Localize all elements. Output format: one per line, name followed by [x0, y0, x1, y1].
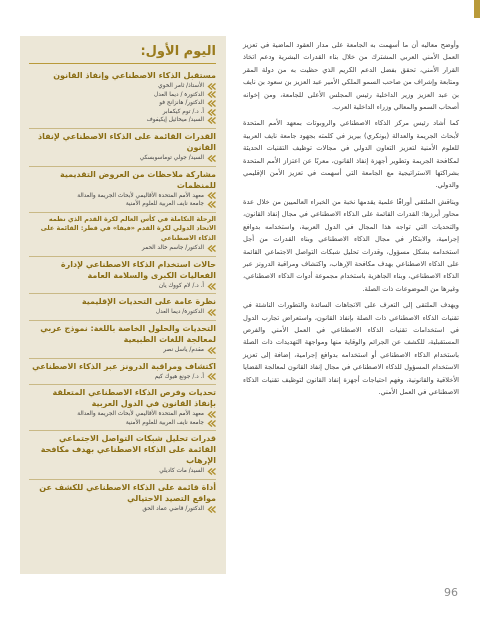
- speaker-item: [29, 410, 216, 419]
- session-title: الرحلة التكاملة في كأس العالم لكرة القدم الذي نظمه الاتحاد الدولي لكرة القدم «فيفا» في قطر: القائمة على الذكاء الاصطناعي: [40, 214, 216, 242]
- double-chevron-icon: [207, 100, 216, 107]
- session-block: [29, 321, 216, 359]
- session-block: [29, 213, 216, 257]
- speaker-name: أ. د./ لام كووك يان: [158, 282, 204, 289]
- session-block: [29, 68, 216, 129]
- double-chevron-icon: [207, 192, 216, 199]
- speaker-item: [29, 419, 216, 428]
- double-chevron-icon: [207, 91, 216, 98]
- session-block: [29, 167, 216, 213]
- session-title: تحديات وفرص الذكاء الاصطناعي المتعلقة بإنفاذ القانون في الدول العربية: [52, 388, 216, 409]
- session-block: [29, 294, 216, 321]
- double-chevron-icon: [207, 155, 216, 162]
- speaker-item: [29, 82, 216, 91]
- double-chevron-icon: [207, 109, 216, 116]
- session-title: نظرة عامة على التحديات الإقليمية: [81, 297, 216, 307]
- session-block: [29, 431, 216, 480]
- speaker-item: [29, 308, 216, 317]
- speaker-name: الدكتورة / ديما العدل: [154, 91, 204, 98]
- double-chevron-icon: [207, 411, 216, 418]
- speaker-item: [29, 99, 216, 108]
- corner-accent: [474, 0, 480, 18]
- session-title: قدرات تحليل شبكات التواصل الاجتماعي القائمة على الذكاء الاصطناعي بهدف مكافحة الإرهاب: [40, 434, 216, 466]
- speaker-name: السيد/ جولي توماسوبسكي: [139, 154, 204, 161]
- article-paragraph: وأوضح معاليه أن ما أسهمت به الجامعة على مدار العقود الماضية في تعزيز العمل الأمني العربي المشترك من خلال بناء القدرات البشرية ودعم اتخاذ القرار الأمني، تحقق بفضل الدعم الكريم الذي حظيت به من دولة المقر ومتابعة وإشراف من صاحب السمو الملكي الأمير عبد العزيز بن سعود بن نايف بن عبد العزيز وزير الداخلية رئيس المجلس الأعلى للجامعة، ومن إخوانه أصحاب السمو والمعالي وزراء الداخلية العرب.: [243, 41, 459, 112]
- session-title: حالات استخدام الذكاء الاصطناعي لإدارة الفعاليات الكبرى والسلامة العامة: [60, 259, 216, 280]
- speaker-item: [29, 346, 216, 355]
- speaker-item: [29, 244, 216, 253]
- speaker-name: أ. د./ جونغ هيوك كيم: [154, 373, 204, 380]
- double-chevron-icon: [207, 309, 216, 316]
- double-chevron-icon: [207, 347, 216, 354]
- speaker-item: [29, 116, 216, 125]
- speaker-item: [29, 200, 216, 209]
- session-block: [29, 480, 216, 517]
- program-sidebar: [20, 36, 226, 574]
- session-title: القدرات القائمة على الذكاء الاصطناعي لإنفاذ القانون: [38, 131, 216, 152]
- double-chevron-icon: [207, 420, 216, 427]
- speaker-item: [29, 373, 216, 382]
- speaker-name: أ. د./ توم كيكمابر: [162, 108, 204, 115]
- session-title: أداة قائمة على الذكاء الاصطناعي للكشف عن مواقع التصيد الاحتيالي: [39, 483, 216, 503]
- speaker-item: [29, 192, 216, 201]
- speaker-item: [29, 108, 216, 117]
- speaker-item: [29, 282, 216, 291]
- session-title: مستقبل الذكاء الاصطناعي وإنفاذ القانون: [53, 71, 216, 80]
- speaker-name: مقدم/ ياسل نصر: [163, 347, 204, 354]
- speaker-name: السيد/ مات كاديلي: [159, 468, 204, 475]
- double-chevron-icon: [207, 373, 216, 380]
- article-paragraph: ويهدف الملتقى إلى التعرف على الاتجاهات السائدة والتطورات الناشئة في تقنيات الذكاء الاصطناعي ذات الصلة بإنفاذ القانون، واستعراض تجارب الدول في استخدامات تقنيات الذكاء الاصطناعي في العمل الأمني والفرص المستقبلية، للكشف عن الجرائم والوقاية منها ومواجهة التهديدات ذات الصلة باستخدام الذكاء الاصطناعي أو استخدامه بدوافع إجرامية، إضافة إلى تعزيز الاستخدام المسؤول للذكاء الاصطناعي في مجال إنفاذ القانون لمعالجة القضايا الأخلاقية والقانونية، وفهم احتياجات أجهزة إنفاذ القانون لتوظيف تقنيات الذكاء الاصطناعي في العمل الأمني.: [243, 301, 459, 396]
- article-paragraph: ويناقش الملتقى أوراقًا علمية يقدمها نخبة من الخبراء العالميين من خلال عدة محاور أبرزها: القدرات القائمة على الذكاء الاصطناعي في مجال إنفاذ القانون، والتحديات التي تواجه هذا المجال في الدول العربية، واستخدامه بدوافع إجرامية، والابتكار في مجال الذكاء الاصطناعي وبناء القدرات من أجل استخدامه بشكل مسؤول، وقدرات تحليل شبكات التواصل الاجتماعي القائمة على الذكاء الاصطناعي بهدف مكافحة الإرهاب، واكتشاف ومراقبة الدرونز عبر الذكاء الاصطناعي، وبناء الجاهزية باستخدام مجموعة أدوات الذكاء الاصطناعي، وغيرها من الموضوعات ذات الصلة.: [243, 197, 459, 293]
- speaker-name: الدكتورة/ ديما العدل: [155, 309, 204, 316]
- double-chevron-icon: [207, 468, 216, 475]
- double-chevron-icon: [207, 117, 216, 124]
- speaker-item: [29, 91, 216, 100]
- speaker-name: معهد الأمم المتحدة الأقاليمي لأبحاث الجريمة والعدالة: [77, 192, 204, 199]
- speaker-name: الدكتور/ قاضي عماد الحق: [142, 506, 204, 512]
- speaker-name: الدكتور/ هانزانج فو: [159, 100, 204, 107]
- speaker-item: [29, 467, 216, 476]
- speaker-name: معهد الأمم المتحدة الأقاليمي لأبحاث الجريمة والعدالة: [77, 411, 204, 418]
- speaker-name: السيد/ ميخائيل إيكيفوف: [146, 117, 204, 124]
- speaker-item: [29, 505, 216, 514]
- speaker-item: [29, 154, 216, 163]
- double-chevron-icon: [207, 245, 216, 252]
- session-title: التحديات والحلول الخاصة باللغة: نموذج عربي لمعالجة اللغات الطبيعية: [40, 324, 216, 345]
- session-title: اكتشاف ومراقبة الدرونز عبر الذكاء الاصطناعي: [32, 361, 216, 371]
- session-block: [29, 359, 216, 386]
- article-paragraph: كما أشاد رئيس مركز الذكاء الاصطناعي والروبوتات بمعهد الأمم المتحدة لأبحاث الجريمة والعدالة (يونكري) بيريز في كلمته بجهود جامعة نايف العربية للعلوم الأمنية لتعزيز التعاون الدولي في مجالات توظيف التقنيات الحديثة لمكافحة الجريمة وتطوير أجهزة إنفاذ القانون، معربًا عن اعتزاز الأمم المتحدة بشراكتها الاستراتيجية مع الجامعة التي أسهمت في تعزيز الأمن الإقليمي والدولي.: [243, 119, 459, 190]
- session-block: [29, 129, 216, 167]
- double-chevron-icon: [207, 83, 216, 90]
- session-block: [29, 257, 216, 295]
- double-chevron-icon: [207, 506, 216, 513]
- page-number: 96: [444, 586, 458, 599]
- sidebar-title: اليوم الأول:: [29, 44, 216, 64]
- speaker-name: الأستاذ/ ثامر الخوي: [158, 83, 204, 89]
- article-body: [243, 39, 459, 402]
- double-chevron-icon: [207, 283, 216, 290]
- speaker-name: جامعة نايف العربية للعلوم الأمنية: [125, 201, 204, 208]
- double-chevron-icon: [207, 201, 216, 208]
- session-title: مشاركة ملاحظات من العروض التقديمية للمنظمات: [60, 169, 216, 190]
- session-block: [29, 385, 216, 431]
- session-list: [29, 68, 216, 517]
- speaker-name: الدكتور/ جاسم خالد الحمر: [141, 245, 204, 252]
- speaker-name: جامعة نايف العربية للعلوم الأمنية: [125, 419, 204, 426]
